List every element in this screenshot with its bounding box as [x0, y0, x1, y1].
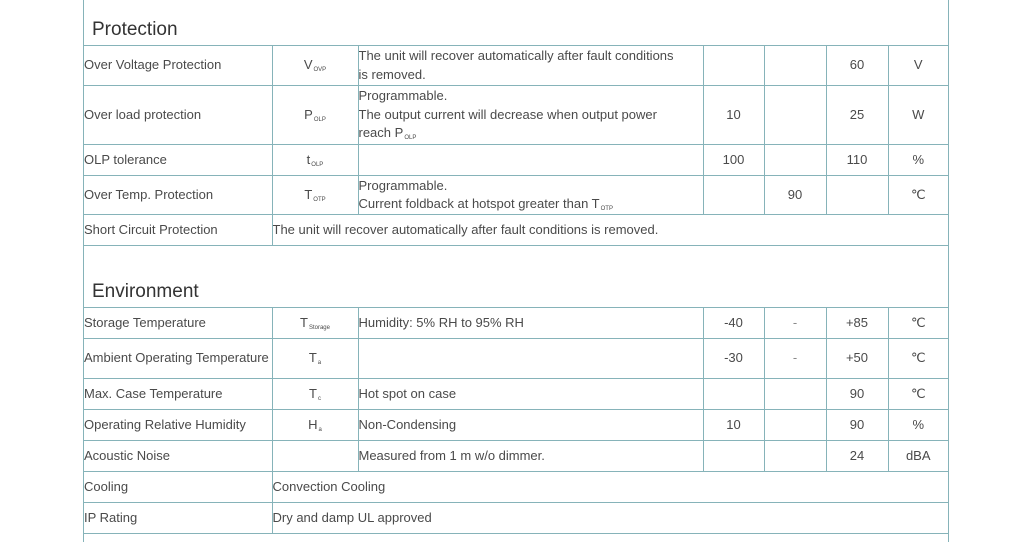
- typ-cell: [764, 86, 826, 145]
- condition-line: is removed.: [358, 66, 426, 82]
- max-cell: 90: [826, 379, 888, 410]
- symbol-text: T: [304, 186, 313, 202]
- unit-cell: W: [888, 86, 948, 145]
- symbol-subscript: OTP: [313, 196, 326, 203]
- section-title-protection: Protection: [92, 19, 178, 40]
- condition-line: The unit will recover automatically after fault conditions: [358, 48, 674, 63]
- parameter-cell: Ambient Operating Temperature: [84, 339, 272, 379]
- symbol-cell: [272, 86, 358, 145]
- typ-cell: -: [764, 308, 826, 339]
- condition-cell: [358, 145, 703, 176]
- condition-text: Current foldback at hotspot greater than T: [358, 196, 600, 211]
- symbol-cell: [272, 308, 358, 339]
- condition-subscript: OLP: [404, 135, 417, 142]
- typ-cell: 90: [764, 176, 826, 215]
- table-row: [84, 441, 948, 472]
- unit-cell: ℃: [888, 176, 948, 215]
- unit-cell: ℃: [888, 339, 948, 379]
- symbol-text: V: [303, 57, 313, 73]
- condition-line: [359, 195, 703, 214]
- table-row: [84, 410, 948, 441]
- section-title-environment: Environment: [92, 281, 199, 302]
- condition-cell: [358, 46, 703, 86]
- max-cell: 60: [826, 46, 888, 86]
- condition-cell: Humidity: 5% RH to 95% RH: [358, 308, 703, 339]
- condition-cell: [358, 176, 703, 215]
- symbol-subscript: c: [317, 395, 321, 402]
- parameter-cell: Storage Temperature: [84, 308, 272, 339]
- symbol-cell: [272, 46, 358, 86]
- condition-line: [359, 124, 703, 143]
- typ-cell: -: [764, 339, 826, 379]
- condition-cell: Hot spot on case: [358, 379, 703, 410]
- symbol-cell: [272, 410, 358, 441]
- unit-cell: ℃: [888, 379, 948, 410]
- symbol-cell: [272, 176, 358, 215]
- unit-cell: ℃: [888, 308, 948, 339]
- unit-cell: %: [888, 410, 948, 441]
- parameter-cell: Acoustic Noise: [84, 441, 272, 472]
- min-cell: [703, 441, 764, 472]
- table-row: [84, 379, 948, 410]
- symbol-text: P: [304, 106, 313, 122]
- unit-cell: V: [888, 46, 948, 86]
- min-cell: 100: [703, 145, 764, 176]
- unit-cell: %: [888, 145, 948, 176]
- max-cell: +85: [826, 308, 888, 339]
- protection-table: [84, 45, 948, 246]
- table-row: [84, 215, 948, 246]
- max-cell: 90: [826, 410, 888, 441]
- max-cell: [826, 176, 888, 215]
- max-cell: 25: [826, 86, 888, 145]
- typ-cell: [764, 379, 826, 410]
- symbol-subscript: a: [317, 360, 322, 367]
- max-cell: 110: [826, 145, 888, 176]
- min-cell: [703, 176, 764, 215]
- parameter-cell: OLP tolerance: [84, 145, 272, 176]
- symbol-subscript: Storage: [308, 324, 330, 331]
- parameter-cell: Max. Case Temperature: [84, 379, 272, 410]
- symbol-cell: [272, 441, 358, 472]
- parameter-cell: Over load protection: [84, 86, 272, 145]
- min-cell: [703, 379, 764, 410]
- symbol-subscript: OVP: [313, 67, 327, 74]
- symbol-text: T: [309, 385, 317, 401]
- parameter-cell: Short Circuit Protection: [84, 215, 272, 246]
- condition-cell: Non-Condensing: [358, 410, 703, 441]
- min-cell: 10: [703, 410, 764, 441]
- note-cell: Dry and damp UL approved: [272, 503, 948, 534]
- symbol-cell: [272, 379, 358, 410]
- symbol-subscript: OLP: [311, 161, 324, 168]
- symbol-text: T: [300, 314, 308, 330]
- condition-line: The output current will decrease when output power: [358, 106, 657, 122]
- condition-cell: Measured from 1 m w/o dimmer.: [358, 441, 703, 472]
- table-row: [84, 86, 948, 145]
- symbol-subscript: OLP: [313, 116, 326, 123]
- note-cell: The unit will recover automatically after fault conditions is removed.: [272, 215, 948, 246]
- parameter-cell: IP Rating: [84, 503, 272, 534]
- table-row: [84, 339, 948, 379]
- condition-line: Programmable.: [358, 88, 448, 104]
- symbol-text: T: [308, 350, 317, 366]
- condition-cell: [358, 86, 703, 145]
- table-row: [84, 308, 948, 339]
- typ-cell: [764, 410, 826, 441]
- condition-cell: [358, 339, 703, 379]
- table-row: [84, 503, 948, 534]
- typ-cell: [764, 441, 826, 472]
- table-row: [84, 472, 948, 503]
- symbol-text: t: [306, 151, 311, 167]
- parameter-cell: Operating Relative Humidity: [84, 410, 272, 441]
- typ-cell: [764, 145, 826, 176]
- max-cell: +50: [826, 339, 888, 379]
- parameter-cell: Cooling: [84, 472, 272, 503]
- table-row: [84, 176, 948, 215]
- symbol-subscript: a: [318, 426, 322, 433]
- table-row: [84, 46, 948, 86]
- max-cell: 24: [826, 441, 888, 472]
- symbol-cell: [272, 145, 358, 176]
- min-cell: 10: [703, 86, 764, 145]
- typ-cell: [764, 46, 826, 86]
- min-cell: [703, 46, 764, 86]
- min-cell: -40: [703, 308, 764, 339]
- condition-text: reach P: [358, 125, 404, 141]
- parameter-cell: Over Voltage Protection: [84, 46, 272, 86]
- parameter-cell: Over Temp. Protection: [84, 176, 272, 215]
- symbol-cell: [272, 339, 358, 379]
- condition-subscript: OTP: [600, 206, 613, 212]
- symbol-text: H: [308, 416, 318, 432]
- min-cell: -30: [703, 339, 764, 379]
- environment-table: [84, 307, 948, 534]
- note-cell: Convection Cooling: [272, 472, 948, 503]
- condition-line: Programmable.: [358, 177, 448, 193]
- table-row: [84, 145, 948, 176]
- unit-cell: dBA: [888, 441, 948, 472]
